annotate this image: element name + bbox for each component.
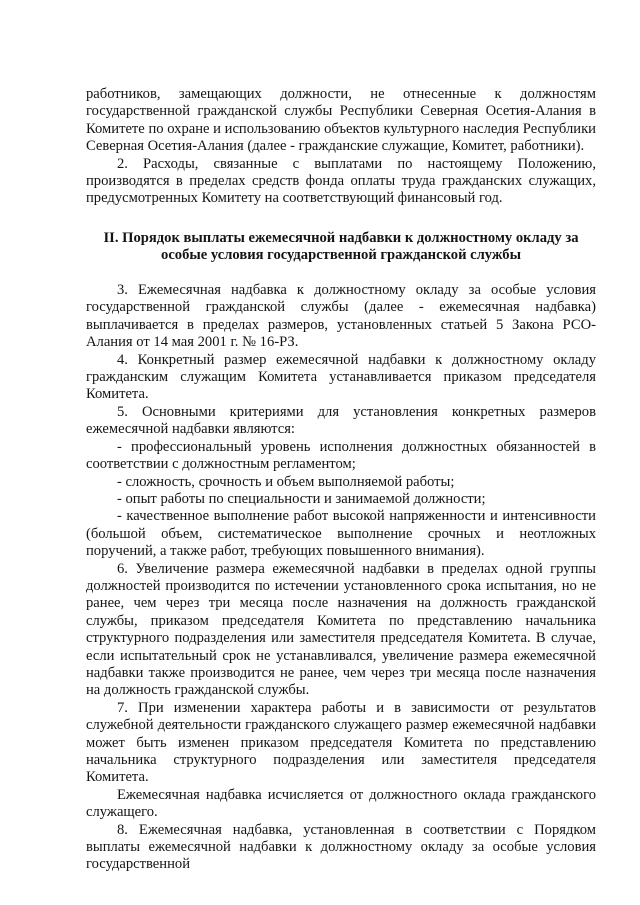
criteria-item: - качественное выполнение работ высокой напряженности и интенсивности (большой объем, систематическое выполнение срочных и неотложных поручений, а также работ, требующих повышенного внимания). xyxy=(86,508,596,560)
paragraph-6: 6. Увеличение размера ежемесячной надбавки в пределах одной группы должностей производится по истечении установленного срока испытания, но не ранее, чем через три месяца после назначения на должность гражданской службы, приказом председателя Комитета по представлению начальника структурного подразделения или заместителя председателя Комитета. В случае, если испытательный срок не устанавливался, увеличение размера ежемесячной надбавки также производится не ранее, чем через три месяца после назначения на должность гражданской службы. xyxy=(86,560,596,699)
paragraph-2: 2. Расходы, связанные с выплатами по настоящему Положению, производятся в пределах средств фонда оплаты труда гражданских служащих, предусмотренных Комитету на соответствующий финансовый год. xyxy=(86,155,596,207)
intro-paragraph: работников, замещающих должности, не отнесенные к должностям государственной гражданской службы Республики Северная Осетия-Алания в Комитете по охране и использованию объектов культурного наследия Республики Северная Осетия-Алания (далее - гражданские служащие, Комитет, работники). xyxy=(86,86,596,155)
criteria-item: - опыт работы по специальности и занимаемой должности; xyxy=(117,490,486,507)
paragraph-4: 4. Конкретный размер ежемесячной надбавки к должностному окладу гражданским служащим Комитета устанавливается приказом председателя Комитета. xyxy=(86,351,596,403)
paragraph-5: 5. Основными критериями для установления конкретных размеров ежемесячной надбавки являются: xyxy=(86,403,596,438)
paragraph-3: 3. Ежемесячная надбавка к должностному окладу за особые условия государственной гражданской службы (далее - ежемесячная надбавка) выплачивается в пределах размеров, установленных статьей 5 Закона РСО-Алания от 14 мая 2001 г. № 16-РЗ. xyxy=(86,282,596,351)
document-body xyxy=(86,86,596,874)
paragraph-7b: Ежемесячная надбавка исчисляется от должностного оклада гражданского служащего. xyxy=(86,786,596,821)
criteria-item: - профессиональный уровень исполнения должностных обязанностей в соответствии с должностным регламентом; xyxy=(86,438,596,473)
criteria-item: - сложность, срочность и объем выполняемой работы; xyxy=(117,473,455,490)
section-title: II. Порядок выплаты ежемесячной надбавки к должностному окладу за особые условия государственной гражданской службы xyxy=(103,229,579,264)
paragraph-8: 8. Ежемесячная надбавка, установленная в соответствии с Порядком выплаты ежемесячной надбавки к должностному окладу за особые условия государственной xyxy=(86,821,596,873)
paragraph-7: 7. При изменении характера работы и в зависимости от результатов служебной деятельности гражданского служащего размер ежемесячной надбавки может быть изменен приказом председателя Комитета по представлению начальника структурного подразделения или заместителя председателя Комитета. xyxy=(86,699,596,786)
